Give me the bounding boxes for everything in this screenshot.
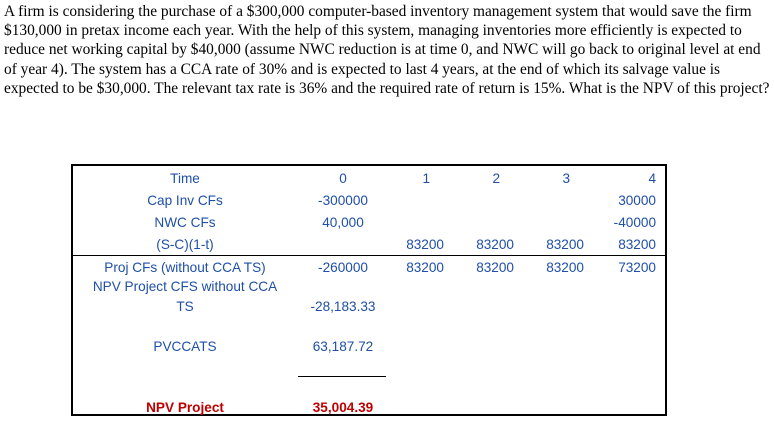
period-2: 2: [492, 171, 500, 186]
sc-t3: 83200: [546, 237, 584, 252]
npv-project-value: 35,004.39: [312, 400, 374, 415]
proj-t3: 83200: [546, 260, 584, 275]
sum-underline: [298, 376, 386, 377]
period-3: 3: [562, 171, 570, 186]
time-label: Time: [170, 171, 200, 186]
sc-t4: 83200: [618, 237, 656, 252]
cap-inv-t4: 30000: [618, 193, 656, 208]
problem-statement: A firm is considering the purchase of a $300,000 computer-based inventory management system that would save the firm $130,000 in pretax income each year. With the help of this system, managing inventories more efficiently is expected to reduce net working capital by $40,000 (assume NWC reduction is at time 0, and NWC will go back to original level at end of year 4). The system has a CCA rate of 30% and is expected to last 4 years, at the end of which its salvage value is expected to be $30,000. The relevant tax rate is 36% and the required rate of return is 15%. What is the NPV of this project?: [4, 3, 770, 97]
npv-cfs-value: -28,183.33: [310, 299, 376, 314]
proj-t4: 73200: [618, 260, 656, 275]
pvccats-value: 63,187.72: [312, 339, 374, 354]
row-divider: [73, 255, 665, 256]
period-0: 0: [339, 171, 347, 186]
cap-inv-label: Cap Inv CFs: [147, 193, 223, 208]
npv-project-label: NPV Project: [146, 400, 224, 415]
sc-label: (S-C)(1-t): [156, 237, 214, 252]
nwc-label: NWC CFs: [154, 215, 216, 230]
proj-label: Proj CFs (without CCA TS): [104, 260, 266, 275]
proj-t0: -260000: [318, 260, 368, 275]
sc-t1: 83200: [406, 237, 444, 252]
nwc-t0: 40,000: [322, 215, 364, 230]
npv-cfs-label-line2: TS: [176, 299, 194, 314]
proj-t2: 83200: [476, 260, 514, 275]
nwc-t4: -40000: [613, 215, 656, 230]
pvccats-label: PVCCATS: [153, 339, 217, 354]
sc-t2: 83200: [476, 237, 514, 252]
npv-cfs-label-line1: NPV Project CFS without CCA: [92, 279, 278, 294]
cap-inv-t0: -300000: [318, 193, 368, 208]
period-4: 4: [648, 171, 656, 186]
period-1: 1: [422, 171, 430, 186]
proj-t1: 83200: [406, 260, 444, 275]
